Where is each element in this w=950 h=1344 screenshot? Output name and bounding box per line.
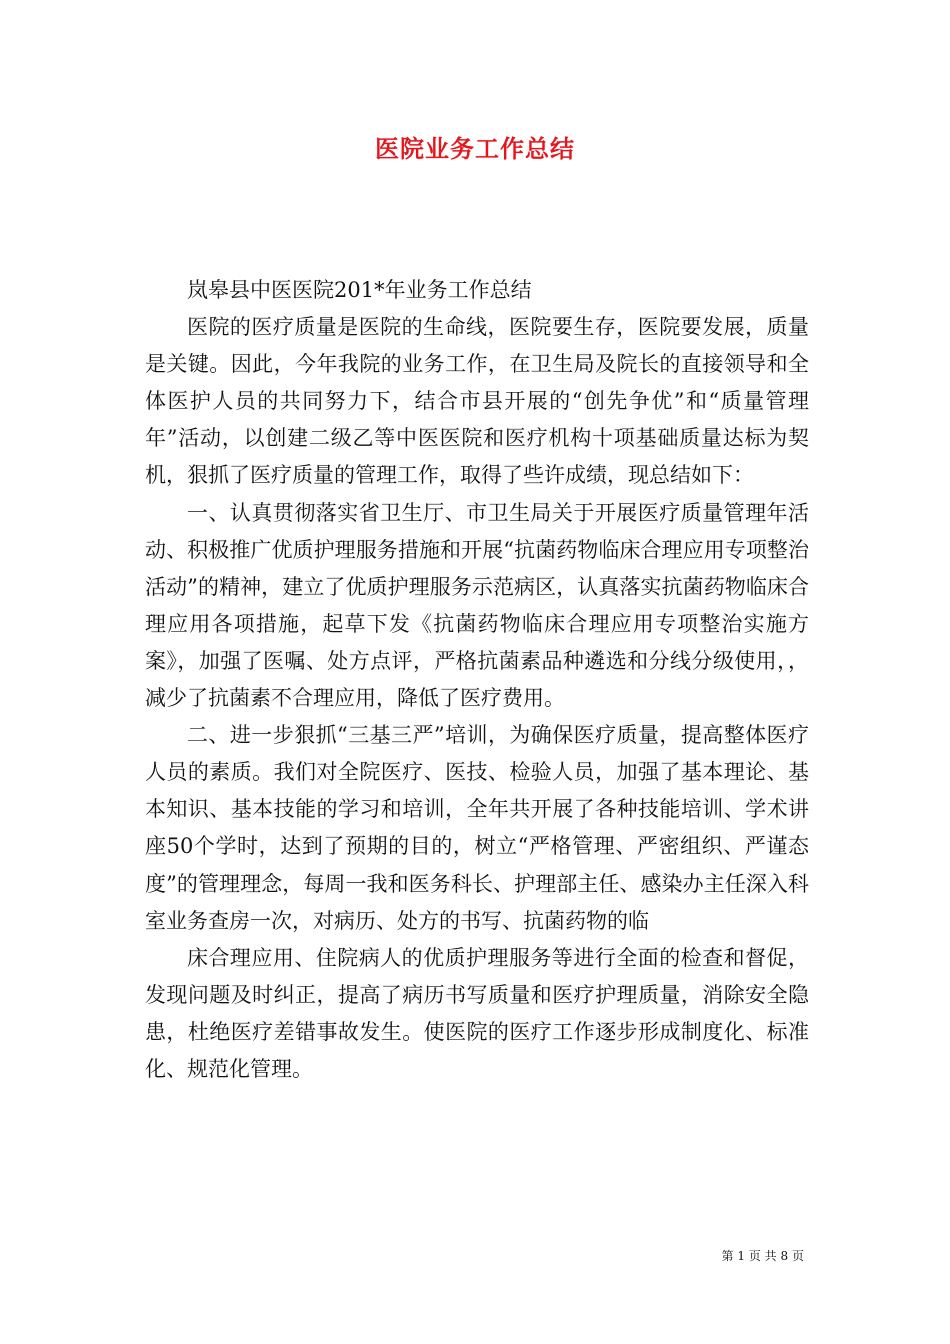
page-number-footer xyxy=(722,1248,804,1264)
paragraph-continuation: 床合理应用、住院病人的优质护理服务等进行全面的检查和督促，发现问题及时纠正，提高了病历书写质量和医疗护理质量，消除安全隐患，杜绝医疗差错事故发生。使医院的医疗工作逐步形成制度化、标准化、规范化管理。 xyxy=(145,945,809,1081)
paragraph-subtitle: 岚皋县中医医院201*年业务工作总结 xyxy=(187,278,532,302)
paragraph-section-one: 一、认真贯彻落实省卫生厅、市卫生局关于开展医疗质量管理年活动、积极推广优质护理服务措施和开展“抗菌药物临床合理应用专项整治活动”的精神，建立了优质护理服务示范病区，认真落实抗菌药物临床合理应用各项措施，起草下发《抗菌药物临床合理应用专项整治实施方案》，加强了医嘱、处方点评，严格抗菌素品种遴选和分线分级使用，，减少了抗菌素不合理应用，降低了医疗费用。 xyxy=(145,500,809,711)
page-prefix: 第 xyxy=(721,1249,734,1263)
total-pages-number: 8 xyxy=(780,1249,789,1263)
paragraph-intro: 医院的医疗质量是医院的生命线，医院要生存，医院要发展，质量是关键。因此，今年我院的业务工作，在卫生局及院长的直接领导和全体医护人员的共同努力下，结合市县开展的“创先争优”和“质量管理年”活动，以创建二级乙等中医医院和医疗机构十项基础质量达标为契机，狠抓了医疗质量的管理工作，取得了些许成绩，现总结如下： xyxy=(145,315,809,488)
document-title: 医院业务工作总结 xyxy=(375,134,575,163)
current-page-number: 1 xyxy=(737,1249,746,1263)
document-body xyxy=(145,272,809,1088)
page-middle: 页 共 xyxy=(748,1249,777,1263)
page-suffix: 页 xyxy=(791,1249,804,1263)
paragraph-section-two: 二、进一步狠抓“三基三严”培训，为确保医疗质量，提高整体医疗人员的素质。我们对全院医疗、医技、检验人员，加强了基本理论、基本知识、基本技能的学习和培训，全年共开展了各种技能培训、学术讲座50个学时，达到了预期的目的，树立“严格管理、严密组织、严谨态度”的管理理念，每周一我和医务科长、护理部主任、感染办主任深入科室业务查房一次，对病历、处方的书写、抗菌药物的临 xyxy=(145,723,809,933)
